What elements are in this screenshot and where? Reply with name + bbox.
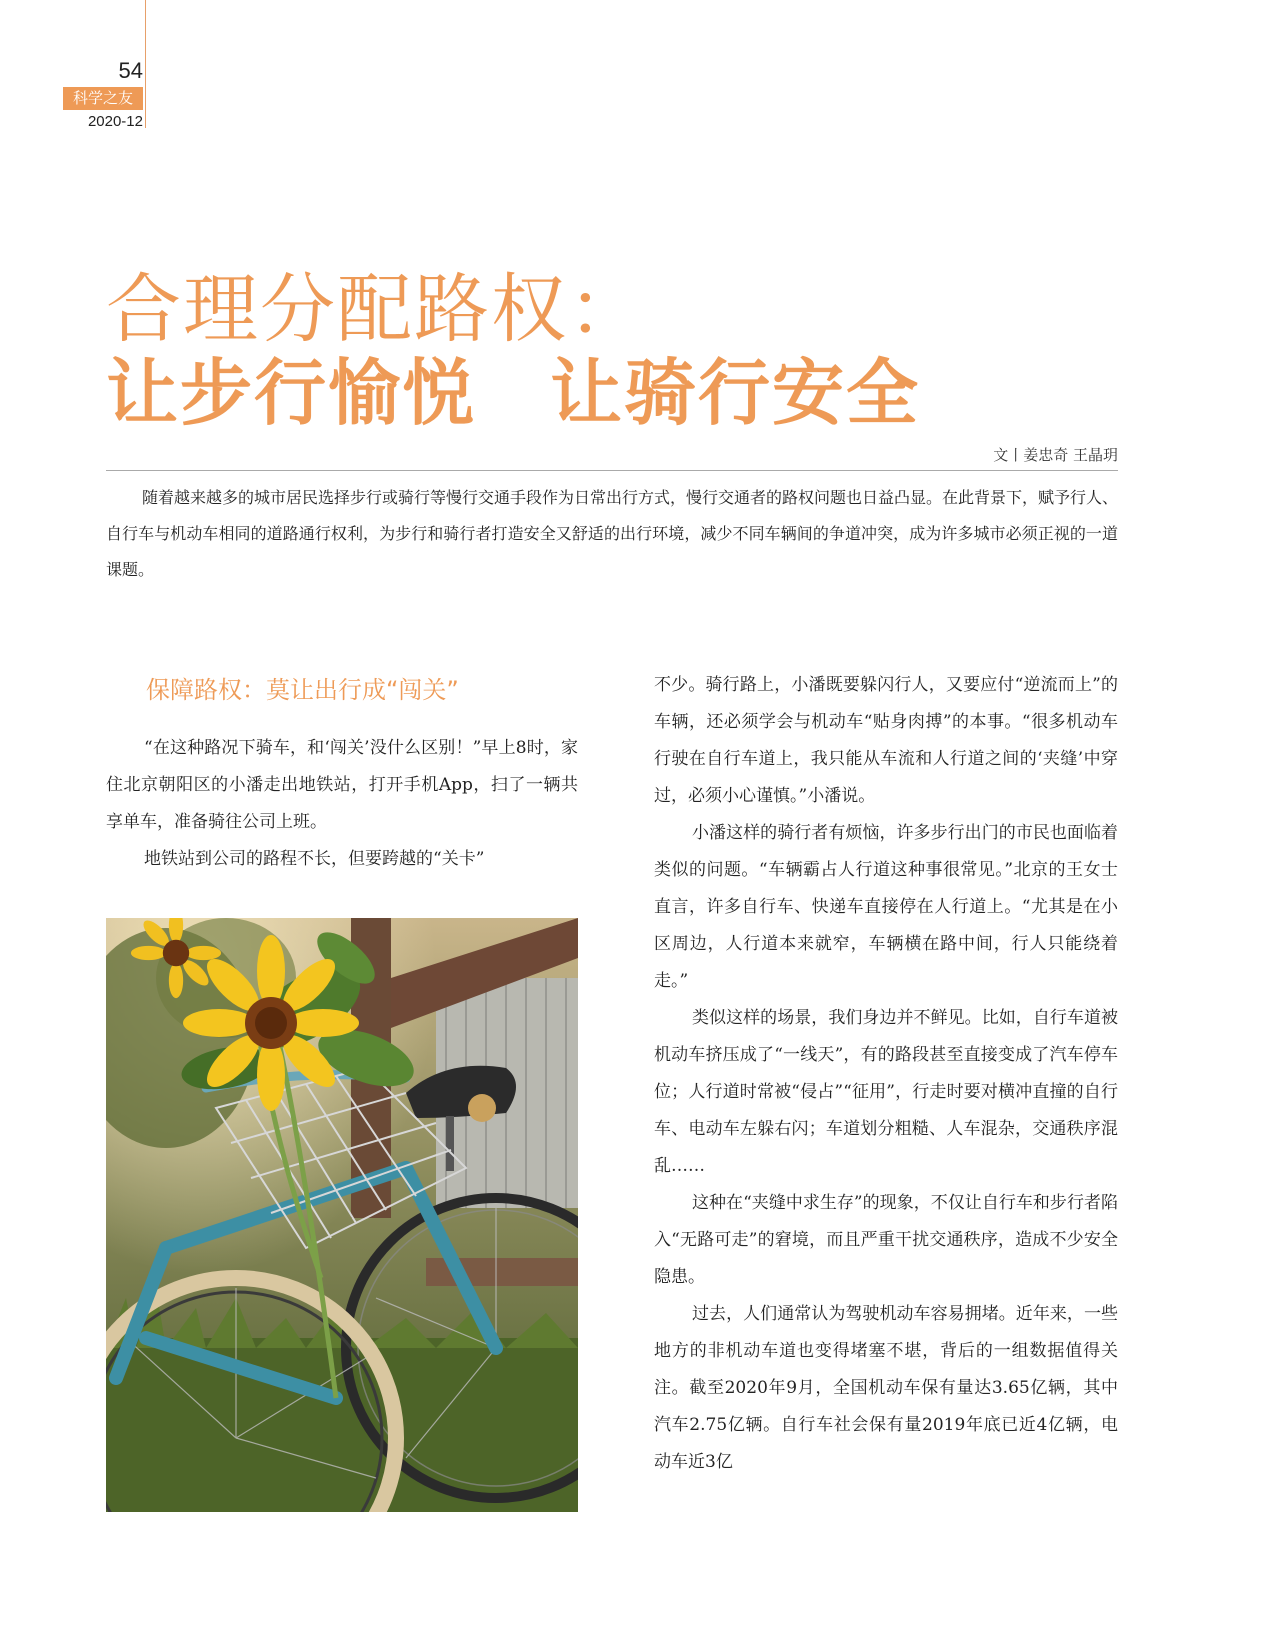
body-paragraph: 过去，人们通常认为驾驶机动车容易拥堵。近年来，一些地方的非机动车道也变得堵塞不堪，背后的一组数据值得关注。截至2020年9月，全国机动车保有量达3.65亿辆，其中汽车2.75亿辆。自行车社会保有量2019年底已近4亿辆，电动车近3亿 — [654, 1304, 1118, 1472]
article-title-line2: 让步行愉悦 让骑行安全 — [106, 351, 921, 435]
body-paragraph: “在这种路况下骑车，和‘闯关’没什么区别！”早上8时，家住北京朝阳区的小潘走出地铁站，打开手机App，扫了一辆共享单车，准备骑往公司上班。 — [106, 738, 578, 832]
body-paragraph: 不少。骑行路上，小潘既要躲闪行人，又要应付“逆流而上”的车辆，还必须学会与机动车“贴身肉搏”的本事。“很多机动车行驶在自行车道上，我只能从车流和人行道之间的‘夹缝’中穿过，必须小心谨慎。”小潘说。 — [654, 675, 1118, 806]
article-title-line1: 合理分配路权： — [106, 265, 646, 353]
magazine-name: 科学之友 — [63, 87, 143, 110]
photo-illustration — [106, 918, 578, 1512]
column-left — [106, 730, 578, 878]
header-rule — [145, 0, 146, 128]
issue-date: 2020-12 — [87, 113, 143, 130]
body-paragraph: 类似这样的场景，我们身边并不鲜见。比如，自行车道被机动车挤压成了“一线天”，有的路段甚至直接变成了汽车停车位；人行道时常被“侵占”“征用”，行走时要对横冲直撞的自行车、电动车左躲右闪；车道划分粗糙、人车混杂，交通秩序混乱…… — [654, 1008, 1118, 1176]
body-paragraph: 地铁站到公司的路程不长，但要跨越的“关卡” — [144, 849, 485, 869]
byline: 文丨姜忠奇 王晶玥 — [993, 446, 1118, 464]
section-heading: 保障路权：莫让出行成“闯关” — [146, 676, 459, 704]
intro-paragraph: 随着越来越多的城市居民选择步行或骑行等慢行交通手段作为日常出行方式，慢行交通者的路权问题也日益凸显。在此背景下，赋予行人、自行车与机动车相同的道路通行权利，为步行和骑行者打造安全又舒适的出行环境，减少不同车辆间的争道冲突，成为许多城市必须正视的一道课题。 — [106, 488, 1119, 579]
bicycle-sunflower-photo — [106, 918, 578, 1512]
column-right — [654, 667, 1118, 1481]
page-number: 54 — [118, 58, 143, 83]
body-paragraph: 小潘这样的骑行者有烦恼，许多步行出门的市民也面临着类似的问题。“车辆霸占人行道这种事很常见。”北京的王女士直言，许多自行车、快递车直接停在人行道上。“尤其是在小区周边，人行道本来就窄，车辆横在路中间，行人只能绕着走。” — [654, 823, 1118, 991]
body-paragraph: 这种在“夹缝中求生存”的现象，不仅让自行车和步行者陷入“无路可走”的窘境，而且严重干扰交通秩序，造成不少安全隐患。 — [654, 1193, 1118, 1287]
divider — [106, 470, 1118, 471]
